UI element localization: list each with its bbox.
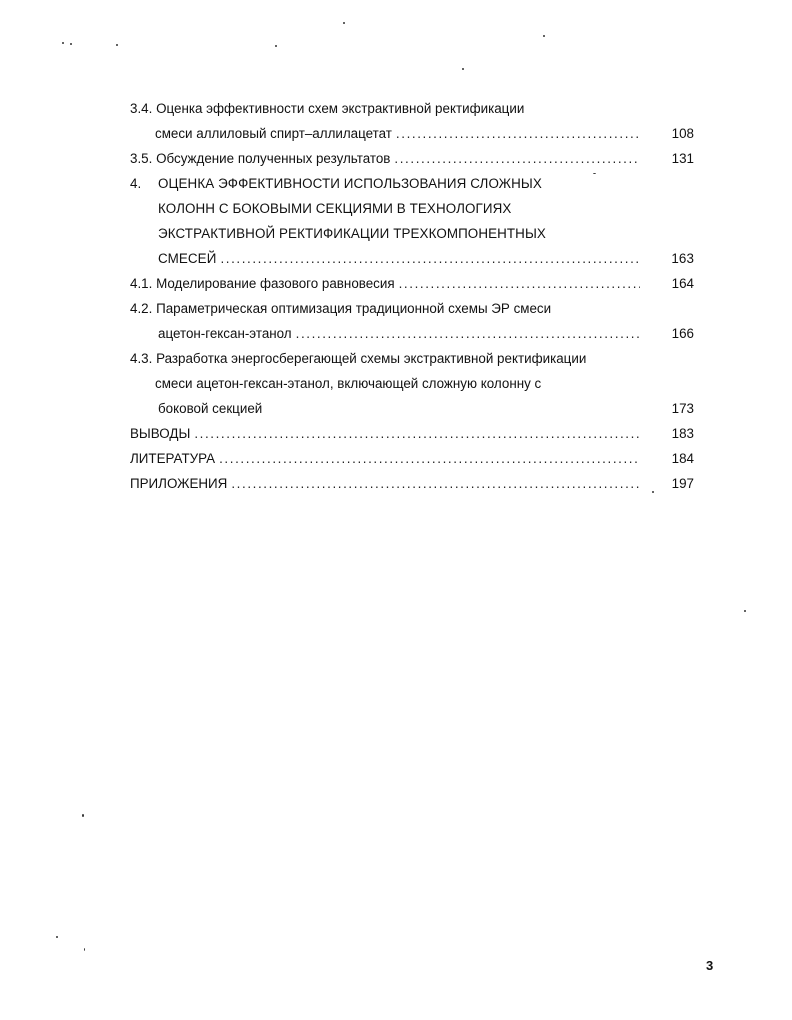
toc-entry-4-1 bbox=[130, 271, 696, 296]
dot-leader bbox=[396, 121, 640, 146]
scan-speck bbox=[62, 42, 64, 44]
toc-page-number: 108 bbox=[671, 126, 694, 141]
toc-page-number: 197 bbox=[671, 476, 694, 491]
scan-speck bbox=[462, 68, 464, 70]
toc-entry-title-continued: смеси аллиловый спирт–аллилацетат bbox=[155, 126, 392, 141]
toc-entry-4-line4 bbox=[130, 246, 696, 271]
toc-entry-4-3-line1 bbox=[130, 346, 696, 371]
toc-entry-4-2-line2 bbox=[130, 321, 696, 346]
toc-entry-title: ПРИЛОЖЕНИЯ bbox=[130, 476, 228, 491]
dot-leader bbox=[399, 271, 640, 296]
dot-leader bbox=[194, 421, 640, 446]
dot-leader bbox=[220, 246, 640, 271]
toc-entry-title: ОЦЕНКА ЭФФЕКТИВНОСТИ ИСПОЛЬЗОВАНИЯ СЛОЖНЫХ bbox=[158, 176, 542, 191]
scan-speck bbox=[84, 948, 85, 951]
scan-speck bbox=[593, 173, 596, 174]
toc-page-number: 131 bbox=[671, 151, 694, 166]
toc-entry-title: Оценка эффективности схем экстрактивной ректификации bbox=[156, 101, 525, 116]
toc-entry-title-continued: СМЕСЕЙ bbox=[158, 251, 217, 266]
toc-entry-title: Параметрическая оптимизация традиционной схемы ЭР смеси bbox=[156, 301, 552, 316]
toc-entry-title: Моделирование фазового равновесия bbox=[156, 276, 395, 291]
toc-entry-number: 4.1. bbox=[130, 276, 153, 291]
toc-page-number: 173 bbox=[671, 401, 694, 416]
toc-entry-4-line3 bbox=[130, 221, 696, 246]
toc-entry-title: Обсуждение полученных результатов bbox=[156, 151, 391, 166]
toc-page-number: 184 bbox=[671, 451, 694, 466]
toc-entry-literature bbox=[130, 446, 696, 471]
dot-leader bbox=[296, 321, 640, 346]
scan-speck bbox=[275, 45, 277, 47]
toc-entry-title: ЛИТЕРАТУРА bbox=[130, 451, 216, 466]
toc-entry-title-continued: КОЛОНН С БОКОВЫМИ СЕКЦИЯМИ В ТЕХНОЛОГИЯХ bbox=[158, 201, 512, 216]
toc-entry-title: Разработка энергосберегающей схемы экстрактивной ректификации bbox=[156, 351, 587, 366]
toc-entry-conclusions bbox=[130, 421, 696, 446]
toc-page-number: 183 bbox=[671, 426, 694, 441]
dot-leader bbox=[231, 471, 640, 496]
toc-entry-title: ВЫВОДЫ bbox=[130, 426, 191, 441]
scan-speck bbox=[116, 44, 118, 46]
scan-speck bbox=[543, 35, 545, 37]
toc-page-number: 163 bbox=[671, 251, 694, 266]
toc-page-number: 164 bbox=[671, 276, 694, 291]
toc-entry-4-3-line2 bbox=[130, 371, 696, 396]
toc-entry-number: 4. bbox=[130, 176, 142, 191]
dot-leader bbox=[394, 146, 640, 171]
toc-entry-3-4-line1 bbox=[130, 96, 696, 121]
toc-entry-3-4-line2 bbox=[130, 121, 696, 146]
toc-entry-title-continued: боковой секцией bbox=[158, 401, 263, 416]
toc-entry-title-continued: смеси ацетон-гексан-этанол, включающей сложную колонну с bbox=[155, 376, 542, 391]
scan-speck bbox=[82, 814, 84, 817]
toc-entry-number: 3.5. bbox=[130, 151, 153, 166]
toc-entry-title-continued: ЭКСТРАКТИВНОЙ РЕКТИФИКАЦИИ ТРЕХКОМПОНЕНТНЫХ bbox=[158, 226, 546, 241]
scan-speck bbox=[343, 22, 345, 24]
page-number: 3 bbox=[706, 958, 714, 973]
toc-entry-appendices bbox=[130, 471, 696, 496]
toc-entry-number: 4.3. bbox=[130, 351, 153, 366]
scan-speck bbox=[70, 43, 72, 45]
scan-speck bbox=[652, 491, 654, 493]
dot-leader bbox=[219, 446, 640, 471]
toc-entry-4-line1 bbox=[130, 171, 696, 196]
toc-entry-number: 3.4. bbox=[130, 101, 153, 116]
toc-entry-4-2-line1 bbox=[130, 296, 696, 321]
table-of-contents bbox=[130, 96, 696, 496]
scan-speck bbox=[744, 610, 746, 612]
scan-speck bbox=[56, 936, 58, 938]
toc-page-number: 166 bbox=[671, 326, 694, 341]
toc-entry-number: 4.2. bbox=[130, 301, 153, 316]
toc-entry-4-3-line3 bbox=[130, 396, 696, 421]
toc-entry-4-line2 bbox=[130, 196, 696, 221]
toc-entry-title-continued: ацетон-гексан-этанол bbox=[158, 326, 292, 341]
toc-entry-3-5 bbox=[130, 146, 696, 171]
